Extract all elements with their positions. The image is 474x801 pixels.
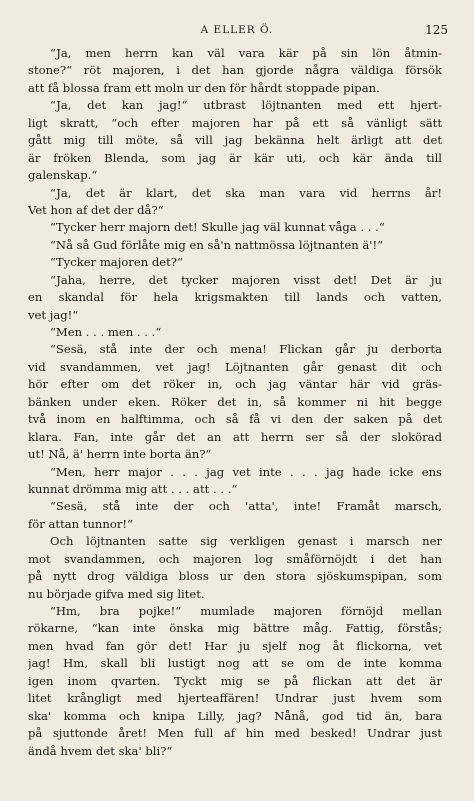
text-line: på nytt drog väldiga bloss ur den stora sjöskumspipan, som [28, 569, 442, 584]
running-header [0, 24, 474, 38]
text-line: “Tycker majoren det?“ [50, 255, 183, 270]
body-text [28, 45, 442, 760]
text-line: “Tycker herr majorn det! Skulle jag väl kunnat våga . . .“ [50, 220, 385, 235]
text-line: en skandal för hela krigsmakten till lands och vatten, [28, 290, 442, 305]
text-line: jag! Hm, skall bli lustigt nog att se om de inte komma [28, 656, 442, 671]
text-line: “Sesä, stå inte der och mena! Flickan går ju derborta [50, 342, 442, 357]
text-line: bänken under eken. Röker det in, så kommer ni hit begge [28, 394, 442, 409]
text-line: mot svandammen, och majoren log småförnöjdt i det han [28, 551, 442, 566]
text-line: litet krångligt med hjerteaffären! Undrar just hvem som [28, 691, 442, 706]
text-line: men hvad fan gör det! Har ju sjelf nog åt flickorna, vet [28, 638, 442, 653]
text-line: Och löjtnanten satte sig verkligen genast i marsch ner [50, 534, 442, 549]
text-line: på sjuttonde året! Men full af hin med besked! Undrar just [28, 726, 442, 741]
text-line: “Ja, det kan jag!“ utbrast löjtnanten med ett hjert- [50, 98, 442, 113]
text-line: “Men . . . men . . .“ [50, 325, 162, 339]
text-line: igen inom qvarten. Tyckt mig se på flickan att det är [28, 673, 442, 688]
text-line: “Jaha, herre, det tycker majoren visst det! Det är ju [50, 272, 442, 287]
text-line: vet jag!“ [28, 307, 79, 322]
text-line: vid svandammen, vet jag! Löjtnanten går genast dit och [28, 359, 442, 374]
text-line: klara. Fan, inte går det an att herrn ser så der slokörad [28, 429, 442, 444]
text-line: “Ja, det är klart, det ska man vara vid herrns år! [50, 185, 442, 200]
text-line: “Nå så Gud förlåte mig en så'n nattmössa löjtnanten ä'!“ [50, 237, 384, 252]
text-line: “Ja, men herrn kan väl vara kär på sin lön åtmin- [50, 46, 442, 60]
text-line: rökarne, “kan inte önska mig bättre måg. Fattig, förstås; [28, 621, 442, 636]
text-line: galenskap.“ [28, 168, 98, 183]
text-line: ut! Nå, ä' herrn inte borta än?“ [28, 447, 212, 462]
text-line: ligt skratt, “och efter majoren har på ett så vänligt sätt [28, 115, 442, 130]
text-line: två inom en halftimma, och så få vi den der saken på det [28, 412, 442, 427]
text-line: “Hm, bra pojke!“ mumlade majoren förnöjd mellan [50, 604, 442, 618]
text-line: för attan tunnor!“ [28, 516, 133, 531]
text-line: är fröken Blenda, som jag är kär uti, och kär ända till [28, 150, 442, 165]
text-line: “Sesä, stå inte der och 'atta', inte! Framåt marsch, [50, 499, 442, 514]
text-line: att få blossa fram ett moln ur den för hårdt stoppade pipan. [28, 80, 380, 95]
text-line: nu började gifva med sig litet. [28, 586, 205, 601]
text-line: ändå hvem det ska' bli?“ [28, 743, 173, 758]
text-line: “Men, herr major . . . jag vet inte . . . jag hade icke ens [50, 464, 442, 479]
text-line: Vet hon af det der då?“ [28, 202, 164, 217]
page-number: 125 [425, 23, 448, 37]
running-title: A ELLER Ö. [200, 24, 274, 36]
text-line: ska' komma och knipa Lilly, jag? Nånå, god tid än, bara [28, 708, 442, 723]
text-line: kunnat drömma mig att . . . att . . .“ [28, 481, 238, 496]
text-line: gått mig till möte, så vill jag bekänna helt ärligt att det [28, 133, 442, 148]
text-line: hör efter om det röker in, och jag väntar här vid gräs- [28, 377, 442, 392]
text-line: stone?“ röt majoren, i det han gjorde några väldiga försök [28, 63, 442, 78]
